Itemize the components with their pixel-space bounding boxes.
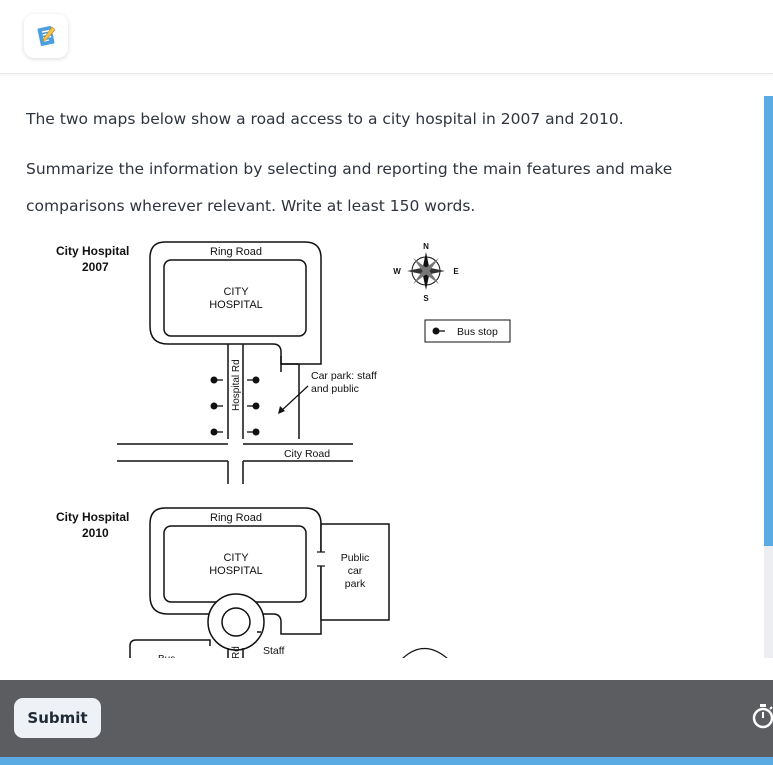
map-2007-title: City Hospital	[56, 244, 130, 258]
rd-label-2010: Rd	[231, 646, 242, 659]
bus-label-2010: Bus	[158, 654, 176, 664]
hospital-label-2010-a: CITY	[223, 552, 249, 564]
task-prompt-line-2: Summarize the information by selecting and reporting the main features and make comparisons wherever relevant. Write at least 150 words.	[26, 160, 673, 215]
map-2007	[56, 242, 377, 484]
car-park-label-2007-a: Car park: staff	[311, 370, 377, 382]
task-content	[0, 74, 760, 664]
map-2007-year: 2007	[82, 260, 109, 274]
city-hospital-2010	[164, 526, 306, 602]
footer-bar	[0, 680, 773, 757]
compass-s: S	[423, 294, 429, 303]
map-2010	[56, 508, 448, 664]
scrollbar-thumb[interactable]	[764, 96, 773, 546]
bottom-accent-strip	[0, 757, 773, 765]
ring-road-label-2007: Ring Road	[210, 246, 262, 258]
public-car-park-label-c: park	[344, 578, 366, 590]
map-2010-year: 2010	[82, 526, 109, 540]
top-bar	[0, 0, 773, 74]
compass-n: N	[423, 242, 429, 251]
hospital-rd-label-2007: Hospital Rd	[231, 359, 242, 411]
notepad-icon	[34, 24, 58, 48]
compass-icon	[393, 242, 459, 303]
submit-button[interactable]: Submit	[14, 698, 101, 738]
task-prompt-line-1: The two maps below show a road access to a city hospital in 2007 and 2010.	[26, 110, 624, 128]
public-car-park-label-b: car	[347, 565, 363, 577]
compass-e: E	[453, 267, 459, 276]
bus-stop-legend-label: Bus stop	[457, 326, 498, 338]
hospital-label-2007-b: HOSPITAL	[209, 299, 263, 311]
compass-w: W	[393, 267, 401, 276]
stopwatch-icon[interactable]	[752, 702, 773, 730]
ring-road-label-2010: Ring Road	[210, 512, 262, 524]
hospital-label-2010-b: HOSPITAL	[209, 565, 263, 577]
hospital-label-2007-a: CITY	[223, 286, 249, 298]
city-road-label-2007: City Road	[283, 448, 331, 460]
car-park-label-2007-b: and public	[311, 383, 359, 395]
map-2010-title: City Hospital	[56, 510, 130, 524]
hospital-maps-figure	[40, 234, 530, 664]
staff-label-2010: Staff	[263, 645, 285, 657]
city-hospital-2007	[164, 260, 306, 336]
app-logo[interactable]	[24, 14, 68, 58]
bus-stop-legend	[425, 320, 510, 342]
public-car-park-label-a: Public	[340, 552, 370, 564]
